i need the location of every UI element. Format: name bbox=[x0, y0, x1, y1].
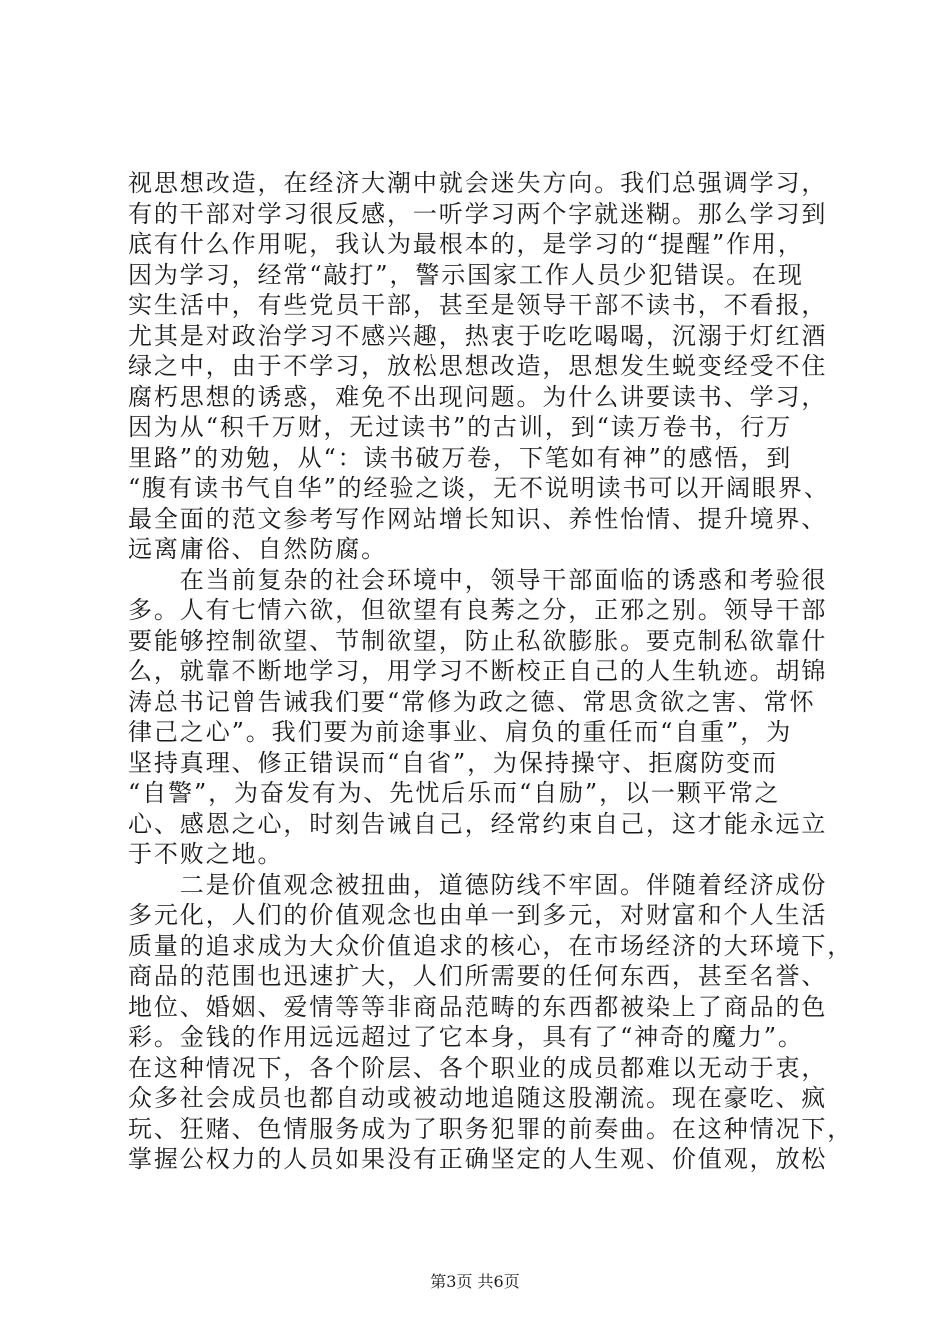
text-line: 涛总书记曾告诫我们要“常修为政之德、常思贪欲之害、常怀 bbox=[128, 687, 816, 716]
text-line: 视思想改造，在经济大潮中就会迷失方向。我们总强调学习， bbox=[128, 169, 828, 197]
text-line: 绿之中，由于不学习，放松思想改造，思想发生蜕变经受不住 bbox=[128, 352, 828, 380]
text-line: 律己之心”。我们要为前途事业、肩负的重任而“自重”，为 bbox=[128, 718, 793, 746]
document-body bbox=[128, 168, 854, 1175]
page-number-footer: 第3页 共6页 bbox=[430, 1272, 520, 1291]
text-line: 里路”的劝勉，从“：读书破万卷，下笔如有神”的感悟，到 bbox=[128, 443, 793, 472]
text-line: 有的干部对学习很反感，一听学习两个字就迷糊。那么学习到 bbox=[128, 199, 828, 228]
text-line: 掌握公权力的人员如果没有正确坚定的人生观、价值观，放松 bbox=[128, 1145, 828, 1173]
text-line: 腐朽思想的诱惑，难免不出现问题。为什么讲要读书、学习， bbox=[128, 382, 828, 411]
text-line: 心、感恩之心，时刻告诫自己，经常约束自己，这才能永远立 bbox=[128, 809, 828, 838]
text-line: 实生活中，有些党员干部，甚至是领导干部不读书，不看报， bbox=[128, 291, 828, 319]
text-line: 质量的追求成为大众价值追求的核心，在市场经济的大环境下， bbox=[128, 931, 854, 960]
text-line: 商品的范围也迅速扩大，人们所需要的任何东西，甚至名誉、 bbox=[128, 962, 828, 990]
text-line: 因为学习，经常“敲打”，警示国家工作人员少犯错误。在现 bbox=[128, 260, 804, 289]
text-line: 因为从“积千万财，无过读书”的古训，到“读万卷书，行万 bbox=[128, 413, 793, 441]
text-line: 在这种情况下，各个阶层、各个职业的成员都难以无动于衷， bbox=[128, 1053, 828, 1082]
text-line: 在当前复杂的社会环境中，领导干部面临的诱惑和考验很 bbox=[128, 565, 828, 594]
text-line: 尤其是对政治学习不感兴趣，热衷于吃吃喝喝，沉溺于灯红酒 bbox=[128, 321, 828, 350]
text-line: 要能够控制欲望、节制欲望，防止私欲膨胀。要克制私欲靠什 bbox=[128, 626, 828, 655]
text-line: 彩。金钱的作用远远超过了它本身，具有了“神奇的魔力”。 bbox=[128, 1023, 804, 1051]
text-line: 于不败之地。 bbox=[128, 840, 284, 868]
text-line: 么，就靠不断地学习，用学习不断校正自己的人生轨迹。胡锦 bbox=[128, 657, 828, 685]
text-line: 坚持真理、修正错误而“自省”，为保持操守、拒腐防变而 bbox=[128, 748, 778, 777]
text-line: 玩、狂赌、色情服务成为了职务犯罪的前奏曲。在这种情况下， bbox=[128, 1114, 854, 1143]
text-line: 众多社会成员也都自动或被动地追随这股潮流。现在豪吃、疯 bbox=[128, 1084, 828, 1112]
text-line: “自警”，为奋发有为、先忧后乐而“自励”，以一颗平常之 bbox=[128, 779, 781, 807]
text-line: 远离庸俗、自然防腐。 bbox=[128, 535, 387, 563]
text-line: 多。人有七情六欲，但欲望有良莠之分，正邪之别。领导干部 bbox=[128, 596, 828, 624]
text-line: 二是价值观念被扭曲，道德防线不牢固。伴随着经济成份 bbox=[128, 870, 828, 899]
text-line: 多元化，人们的价值观念也由单一到多元，对财富和个人生活 bbox=[128, 901, 828, 929]
text-line: 最全面的范文参考写作网站增长知识、养性怡情、提升境界、 bbox=[128, 504, 828, 533]
text-line: “腹有读书气自华”的经验之谈，无不说明读书可以开阔眼界、 bbox=[128, 474, 830, 502]
text-line: 地位、婚姻、爱情等等非商品范畴的东西都被染上了商品的色 bbox=[128, 992, 828, 1021]
text-line: 底有什么作用呢，我认为最根本的，是学习的“提醒”作用， bbox=[128, 230, 804, 258]
